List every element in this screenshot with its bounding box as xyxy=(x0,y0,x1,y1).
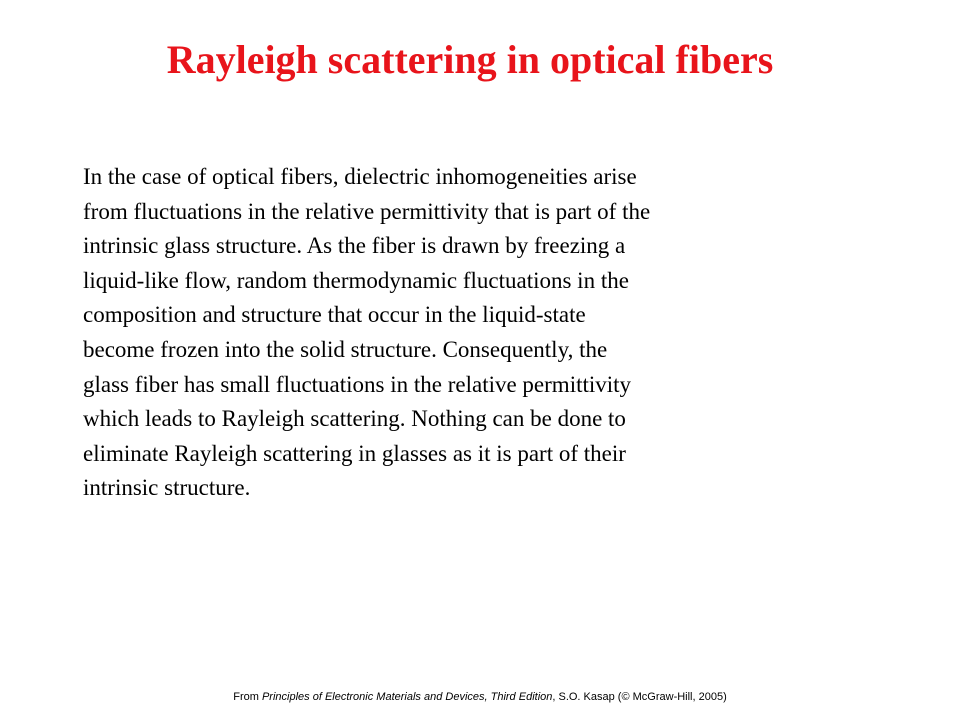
citation-book-title: Principles of Electronic Materials and Devices, Third Edition xyxy=(261,691,553,703)
body-line: become frozen into the solid structure. Consequently, the xyxy=(83,336,608,362)
body-line: composition and structure that occur in the liquid-state xyxy=(83,302,586,328)
body-line: intrinsic glass structure. As the fiber is drawn by freezing a xyxy=(83,233,626,259)
body-paragraph xyxy=(83,160,873,506)
body-line: eliminate Rayleigh scattering in glasses as it is part of their xyxy=(83,440,626,466)
body-line: which leads to Rayleigh scattering. Nothing can be done to xyxy=(83,406,626,432)
citation-suffix: , S.O. Kasap (© McGraw-Hill, 2005) xyxy=(552,691,727,703)
body-line: from fluctuations in the relative permittivity that is part of the xyxy=(83,198,651,224)
body-line: intrinsic structure. xyxy=(83,475,251,501)
citation-prefix: From xyxy=(233,691,262,703)
body-line: In the case of optical fibers, dielectric inhomogeneities arise xyxy=(83,164,637,189)
body-line: glass fiber has small fluctuations in the relative permittivity xyxy=(83,371,632,397)
body-line: liquid-like flow, random thermodynamic fluctuations in the xyxy=(83,267,629,293)
slide-title: Rayleigh scattering in optical fibers xyxy=(166,37,774,82)
source-citation xyxy=(0,689,960,705)
